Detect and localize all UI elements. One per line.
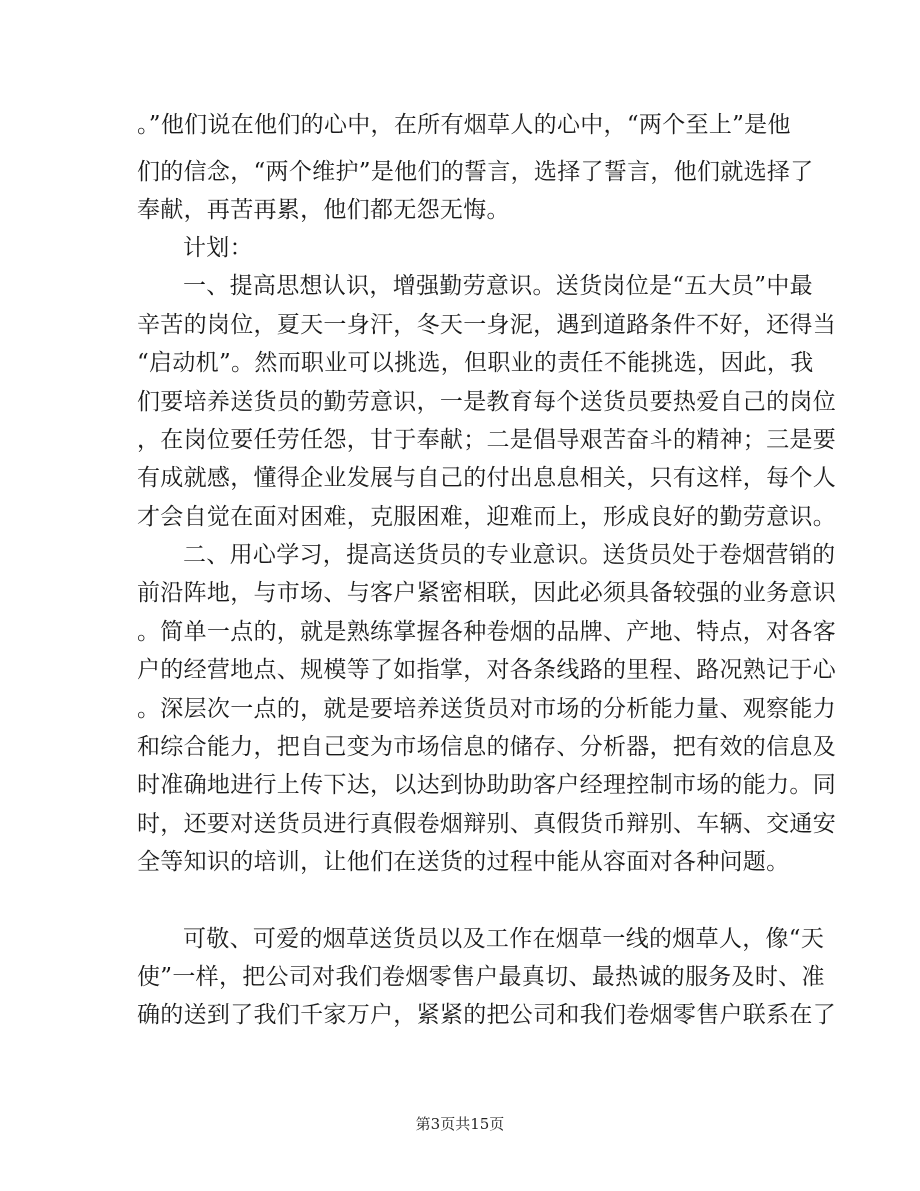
text-line: 。”他们说在他们的心中，在所有烟草人的心中，“两个至上”是他	[137, 112, 791, 138]
text-line: 确的送到了我们千家万户，紧紧的把公司和我们卷烟零售户联系在了	[137, 1002, 836, 1028]
text-line: 们的信念，“两个维护”是他们的誓言，选择了誓言，他们就选择了	[137, 159, 814, 185]
text-line: 。深层次一点的，就是要培养送货员对市场的分析能力量、观察能力	[137, 696, 836, 722]
text-line: 可敬、可爱的烟草送货员以及工作在烟草一线的烟草人，像“天	[183, 926, 825, 952]
text-line: 有成就感，懂得企业发展与自己的付出息息相关，只有这样，每个人	[137, 465, 836, 491]
text-line: 使”一样，把公司对我们卷烟零售户最真切、最热诚的服务及时、准	[137, 964, 825, 990]
text-line: “启动机”。然而职业可以挑选，但职业的责任不能挑选，因此，我	[137, 350, 814, 376]
text-line: 才会自觉在面对困难，克服困难，迎难而上，形成良好的勤劳意识。	[137, 504, 836, 530]
page-number: 第3页共15页	[415, 1115, 505, 1133]
text-line: 时，还要对送货员进行真假卷烟辩别、真假货币辩别、车辆、交通安	[137, 811, 836, 837]
text-line: 一、提高思想认识，增强勤劳意识。送货岗位是“五大员”中最	[183, 273, 813, 299]
text-line: 前沿阵地，与市场、与客户紧密相联，因此必须具备较强的业务意识	[137, 580, 836, 606]
text-line: 奉献，再苦再累，他们都无怨无悔。	[137, 197, 510, 223]
section-heading: 计划：	[183, 235, 253, 261]
text-line: 全等知识的培训，让他们在送货的过程中能从容面对各种问题。	[137, 849, 790, 875]
text-line: 辛苦的岗位，夏天一身汗，冬天一身泥，遇到道路条件不好，还得当	[137, 312, 836, 338]
text-line: 们要培养送货员的勤劳意识，一是教育每个送货员要热爱自己的岗位	[137, 389, 836, 415]
text-line: 时准确地进行上传下达，以达到协助助客户经理控制市场的能力。同	[137, 772, 836, 798]
text-line: 。简单一点的，就是熟练掌握各种卷烟的品牌、产地、特点，对各客	[137, 619, 836, 645]
text-line: ，在岗位要任劳任怨，甘于奉献；二是倡导艰苦奋斗的精神；三是要	[137, 427, 836, 453]
text-line: 和综合能力，把自己变为市场信息的储存、分析器，把有效的信息及	[137, 734, 836, 760]
text-line: 二、用心学习，提高送货员的专业意识。送货员处于卷烟营销的	[183, 542, 836, 568]
text-line: 户的经营地点、规模等了如指掌，对各条线路的里程、路况熟记于心	[137, 657, 836, 683]
